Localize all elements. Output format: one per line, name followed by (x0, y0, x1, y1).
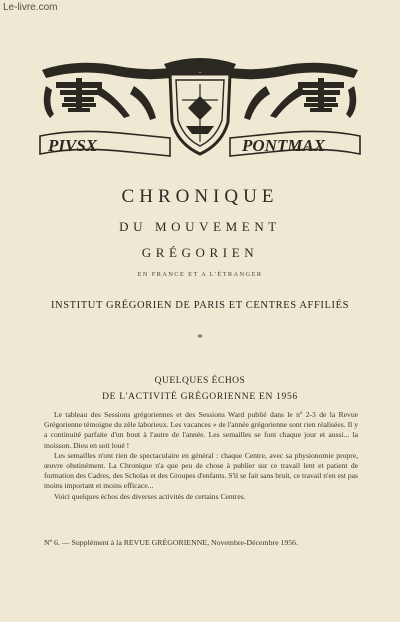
footer-note: Nº 6. — Supplément à la REVUE GRÉGORIENNE, Novembre-Décembre 1956. (44, 538, 299, 547)
title-line-3: GRÉGORIEN (141, 245, 259, 260)
paragraph: Voici quelques échos des diverses activités de certains Centres. (54, 491, 246, 501)
section-heading-line-2: DE L'ACTIVITÉ GRÉGORIENNE EN 1956 (102, 392, 298, 402)
left-motto: PIVSX (48, 136, 98, 155)
article-body (44, 410, 358, 502)
title-line-1: CHRONIQUE (121, 186, 279, 207)
separator-star: * (197, 333, 203, 344)
site-watermark: Le-livre.com (3, 2, 58, 13)
title-line-2: DU MOUVEMENT (119, 219, 281, 234)
right-motto: PONTMAX (242, 136, 326, 155)
subtitle: EN FRANCE ET A L'ÉTRANGER (137, 271, 263, 278)
paragraph: Le tableau des Sessions grégoriennes et des Sessions Ward publié dans le nº 2-3 de la Revue Grégorienne témoigne du zèle laborieux. Les vacances » de l'année grégorienne sont rien réalisées. Il y a continuité parfaite d'un bout à l'autre de l'année. Les semailles se font chaque jour et aussi... la moisson. Dieu en soit loué ! (44, 410, 358, 450)
section-heading-line-1: QUELQUES ÉCHOS (154, 376, 246, 386)
papal-emblem (38, 56, 362, 162)
paragraph: Les semailles n'ont rien de spectaculaire en général : chaque Centre, avec sa physionomie propre, œuvre obstinément. La Chronique n'a que peu de chose à publier sur ce travail lent et patient de formation des Cadres, des Scholas et des Groupes d'enfants. S'il se fait sans bruit, ce travail n'en est pas moins important et moins efficace... (44, 450, 358, 491)
institute-heading: INSTITUT GRÉGORIEN DE PARIS ET CENTRES AFFILIÉS (50, 300, 350, 311)
